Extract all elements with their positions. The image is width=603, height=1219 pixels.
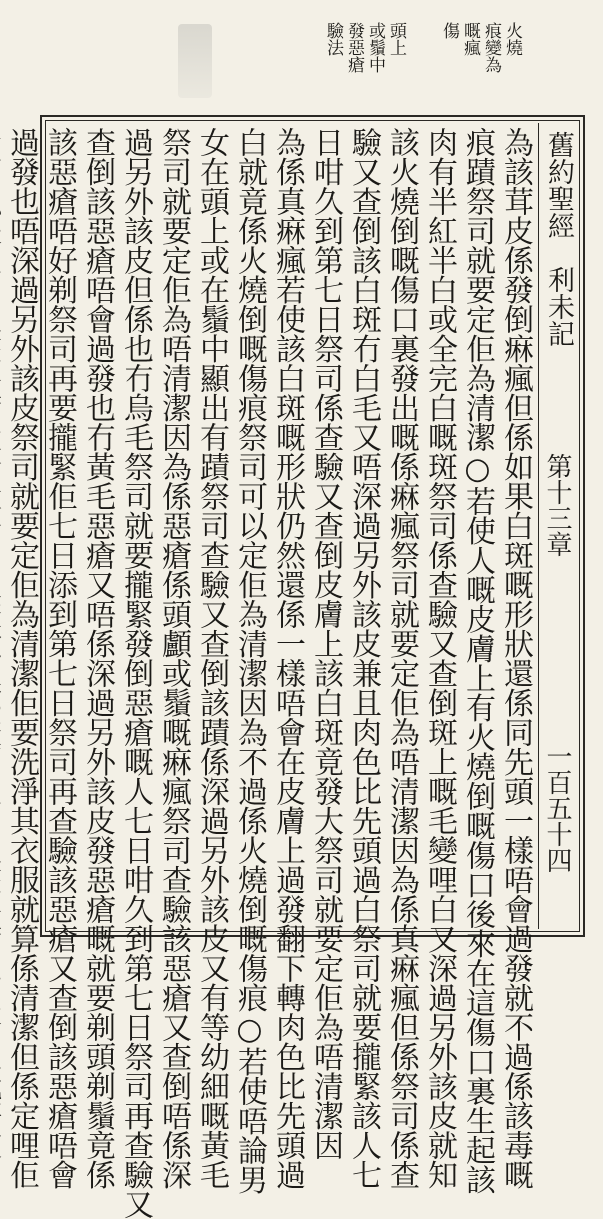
text-column: 驗又查倒該白斑冇白毛又唔深過另外該皮兼且肉色比先頭過白祭司就要攏緊該人七 xyxy=(346,127,381,1189)
text-column: 白就竟係火燒倒嘅傷痕祭司可以定佢為清潔因為不過係火燒倒嘅傷痕○若使唔論男 xyxy=(232,127,267,1194)
text-column: 該惡瘡唔好剃祭司再要攏緊佢七日添到第七日祭司再查驗該惡瘡又查倒該惡瘡唔會 xyxy=(42,127,77,1189)
chapter-label: 第十三章 xyxy=(542,453,572,557)
headnote-column: 痕變為 xyxy=(481,22,501,73)
text-column: 為係真痳瘋若使該白斑嘅形狀仍然還係一樣唔會在皮膚上過發翻下轉肉色比先頭過 xyxy=(270,127,305,1189)
headnote-column: 或鬚中 xyxy=(365,22,385,73)
text-column: 過發也唔深過另外該皮祭司就要定佢為清潔佢要洗淨其衣服就算係清潔但係定哩佢 xyxy=(4,127,39,1189)
text-column: 過另外該皮但係也冇烏毛祭司就要攏緊發倒惡瘡嘅人七日咁久到第七日祭司再查驗又 xyxy=(118,127,153,1219)
headnote-column: 發惡瘡 xyxy=(344,22,364,73)
headnote-column: 驗法 xyxy=(323,22,343,56)
headnote-column: 嘅瘋 xyxy=(460,22,480,56)
body-text xyxy=(4,127,534,1219)
headnote-column: 傷 xyxy=(439,22,459,39)
headnote-burn xyxy=(439,22,521,122)
text-column: 該火燒倒嘅傷口裏發出嘅係痳瘋祭司就要定佢為唔清潔因為係真痳瘋但係祭司係查 xyxy=(384,127,419,1189)
headnote-column: 頭上 xyxy=(386,22,406,56)
text-column: 日咁久到第七日祭司係查驗又查倒皮膚上該白斑竟發大祭司就要定佢為唔清潔因 xyxy=(308,127,343,1160)
text-frame xyxy=(4,115,585,1219)
text-column: 痕蹟祭司就要定佢為清潔○若使人嘅皮膚上有火燒倒嘅傷口後來在這傷口裏生起該 xyxy=(460,127,495,1194)
running-header xyxy=(538,123,577,929)
library-stamp xyxy=(178,24,212,98)
headnote-column: 火燒 xyxy=(502,22,522,56)
text-column: 肉有半紅半白或全完白嘅斑祭司係查驗又查倒斑上嘅毛變哩白又深過另外該皮就知 xyxy=(422,127,457,1189)
text-column: 為該茸皮係發倒痳瘋但係如果白斑嘅形狀還係同先頭一樣唔會過發就不過係該毒嘅 xyxy=(498,127,533,1189)
text-column: 女在頭上或在鬚中顯出有蹟祭司查驗又查倒該蹟係深過另外該皮又有等幼細嘅黃毛 xyxy=(194,127,229,1189)
text-column: 祭司就要定佢為唔清潔因為係惡瘡係頭顱或鬚嘅痳瘋祭司查驗該惡瘡又查倒唔係深 xyxy=(156,127,191,1189)
text-column: 查倒該惡瘡唔會過發也冇黃毛惡瘡又唔係深過另外該皮發惡瘡嘅就要剃頭剃鬚竟係 xyxy=(80,127,115,1189)
headnotes xyxy=(323,22,521,122)
headnote-scalp xyxy=(323,22,405,122)
book-title: 舊約聖經 利未記 xyxy=(543,131,574,347)
page-number: 一百五十四 xyxy=(542,743,572,873)
